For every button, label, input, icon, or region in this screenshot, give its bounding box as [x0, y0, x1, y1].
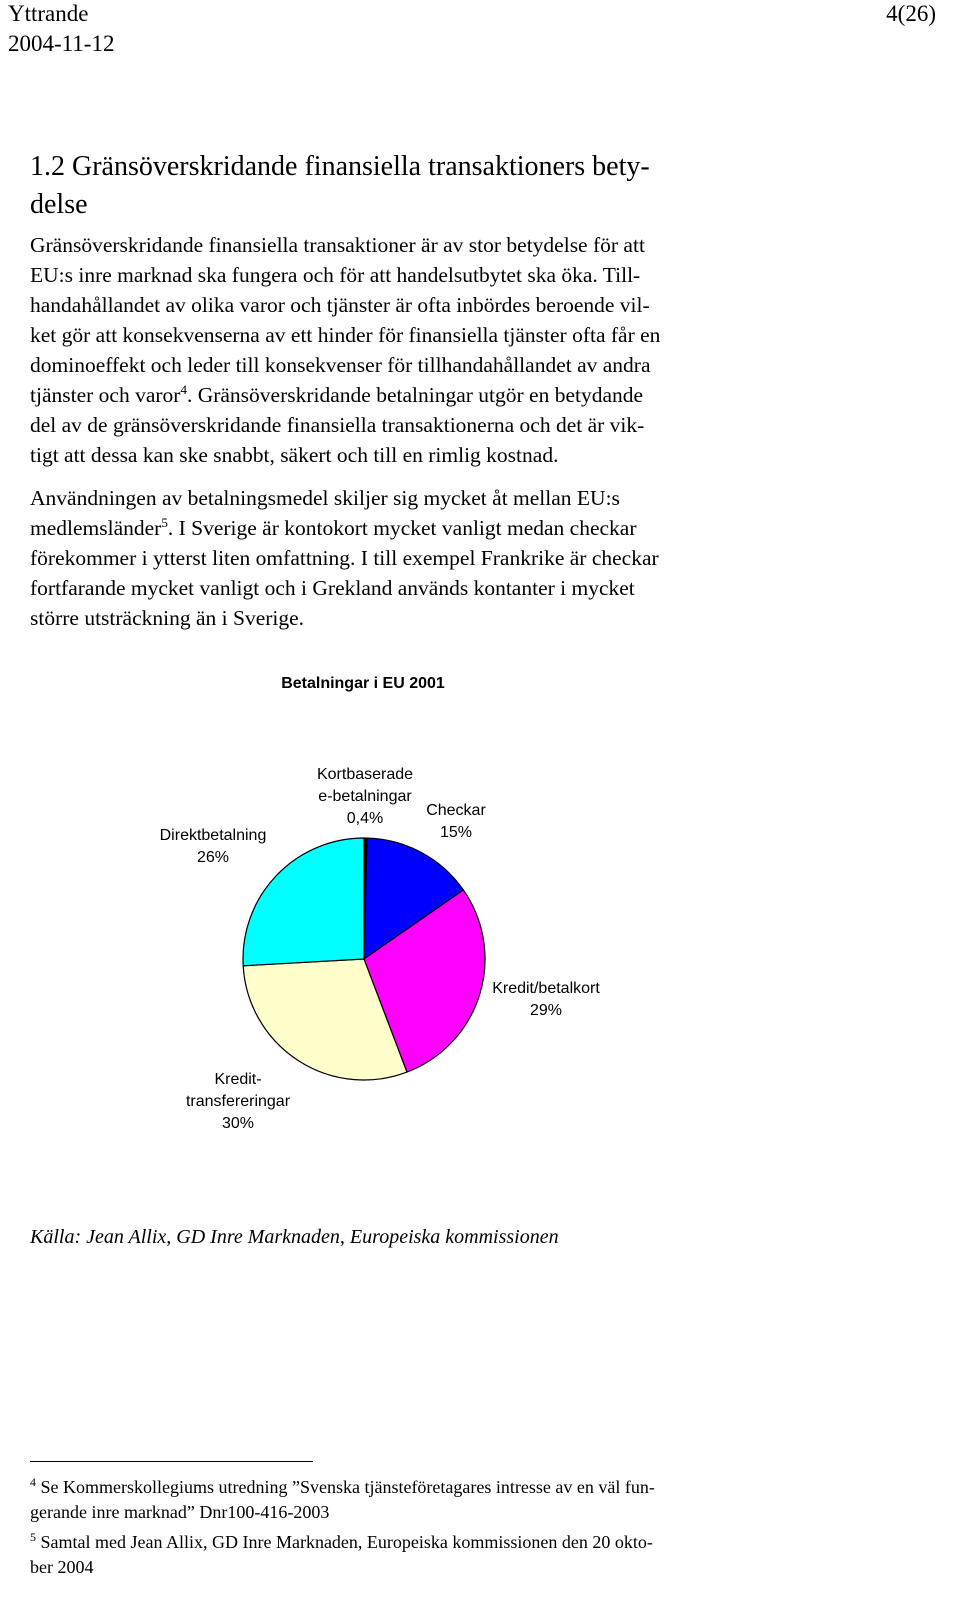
section-heading — [30, 148, 790, 224]
paragraph-2-line: fortfarande mycket vanligt och i Grekland används kontanter i mycket — [30, 576, 635, 600]
paragraph-1-line: EU:s inre marknad ska fungera och för att handelsutbytet ska öka. Till- — [30, 263, 641, 287]
footnote-5-line-1 — [30, 1525, 790, 1555]
footnote-4-line-2: gerande inre marknad” Dnr100-416-2003 — [30, 1502, 330, 1522]
paragraph-1-line: Gränsöverskridande finansiella transaktioner är av stor betydelse för att — [30, 233, 645, 257]
section-heading-line-1: 1.2 Gränsöverskridande finansiella transaktioners bety- — [30, 151, 650, 182]
paragraph-1-line: dominoeffekt och leder till konsekvenser för tillhandahållandet av andra — [30, 353, 651, 377]
paragraph-2-line: Användningen av betalningsmedel skiljer sig mycket åt mellan EU:s — [30, 486, 620, 510]
paragraph-2-line: större utsträckning än i Sverige. — [30, 606, 305, 630]
paragraph-1-line: handahållandet av olika varor och tjänster är ofta inbördes beroende vil- — [30, 293, 650, 317]
footnotes — [30, 1470, 790, 1580]
document-title: Yttrande — [8, 1, 89, 26]
paragraph-2-line: förekommer i ytterst liten omfattning. I till exempel Frankrike är checkar — [30, 546, 659, 570]
footnote-text: Samtal med Jean Allix, GD Inre Marknaden, Europeiska kommissionen den 20 okto- — [36, 1532, 653, 1552]
footnote-ref-5[interactable]: 5 — [161, 514, 168, 530]
pie-slices — [243, 838, 485, 1080]
footnote-text: Se Kommerskollegiums utredning ”Svenska tjänsteföretagares intresse av en väl fun- — [36, 1477, 655, 1497]
pie-slice-label: Direktbetalning 26% — [159, 827, 267, 866]
chart-source-caption: Källa: Jean Allix, GD Inre Marknaden, Europeiska kommissionen — [30, 1226, 559, 1248]
footnote-5-line-2: ber 2004 — [30, 1557, 94, 1577]
paragraph-2 — [30, 483, 790, 633]
pie-chart — [0, 660, 960, 1180]
footnote-number: 4 — [30, 1475, 36, 1489]
paragraph-2-line — [30, 513, 790, 543]
paragraph-1-text: . Gränsöverskridande betalningar utgör en betydande — [186, 383, 644, 407]
chart-title: Betalningar i EU 2001 — [281, 675, 445, 692]
paragraph-1-line: tigt att dessa kan ske snabbt, säkert och till en rimlig kostnad. — [30, 443, 559, 467]
footnote-number: 5 — [30, 1530, 36, 1544]
footnote-4-line-1 — [30, 1470, 790, 1500]
paragraph-2-text: . I Sverige är kontokort mycket vanligt medan checkar — [167, 516, 637, 540]
paragraph-1-line — [30, 380, 790, 410]
footnote-separator — [30, 1461, 313, 1462]
pie-slice-label: Checkar 15% — [426, 802, 486, 841]
paragraph-1-line: del av de gränsöverskridande finansiella transaktionerna och det är vik- — [30, 413, 645, 437]
paragraph-1-text: tjänster och varor — [30, 383, 181, 407]
section-heading-line-2: delse — [30, 189, 88, 220]
page-number: 4(26) — [886, 1, 936, 26]
pie-slice-label: Kredit/betalkort 29% — [492, 980, 600, 1019]
footnote-ref-4[interactable]: 4 — [180, 381, 187, 397]
paragraph-1-line: ket gör att konsekvenserna av ett hinder för finansiella tjänster ofta får en — [30, 323, 661, 347]
paragraph-2-text: medlemsländer — [30, 516, 162, 540]
paragraph-1 — [30, 230, 790, 470]
pie-slice — [243, 838, 364, 966]
pie-slice-label: Kortbaserade e-betalningar 0,4% — [316, 766, 414, 827]
pie-slice-label: Kredit-transfereringar 30% — [185, 1071, 291, 1132]
document-date: 2004-11-12 — [8, 31, 115, 56]
